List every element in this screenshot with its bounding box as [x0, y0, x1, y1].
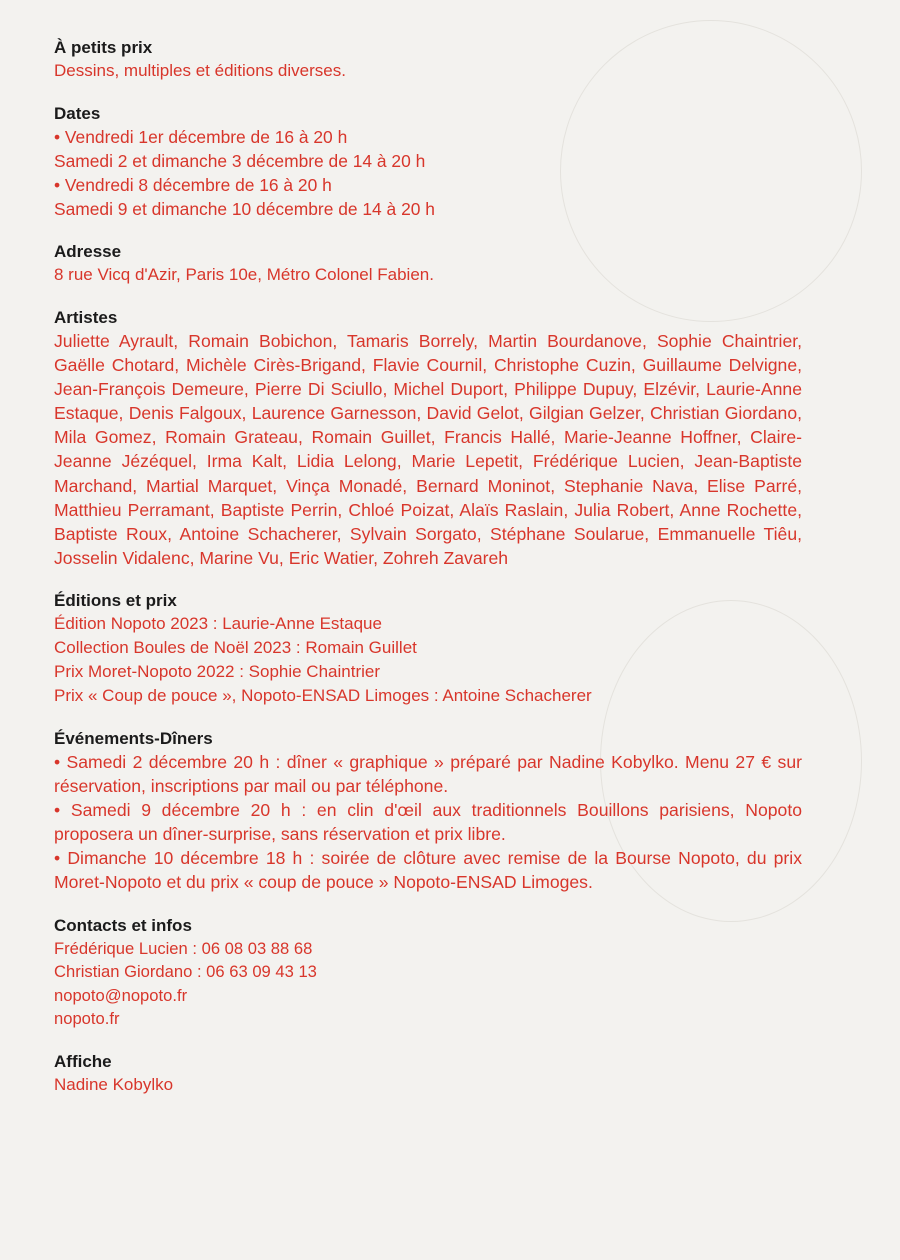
- section-editions: [54, 591, 802, 708]
- info-sheet: [54, 38, 802, 1118]
- section-heading: Événements-Dîners: [54, 728, 213, 748]
- section-heading: Artistes: [54, 308, 118, 327]
- section-heading: Éditions et prix: [54, 590, 177, 610]
- section-adresse: [54, 242, 802, 287]
- section-heading: Contacts et infos: [54, 915, 192, 935]
- section-contacts: [54, 916, 802, 1031]
- section-artistes: [54, 308, 802, 570]
- contact-line: Frédérique Lucien : 06 08 03 88 68: [54, 938, 313, 958]
- section-heading: Dates: [54, 104, 101, 123]
- edition-line: Collection Boules de Noël 2023 : Romain Guillet: [54, 637, 417, 657]
- section-affiche: [54, 1052, 802, 1097]
- edition-line: Édition Nopoto 2023 : Laurie-Anne Estaque: [54, 613, 382, 633]
- section-evenements: [54, 729, 802, 895]
- artists-list: Juliette Ayrault, Romain Bobichon, Tamaris Borrely, Martin Bourdanove, Sophie Chaintrier, Gaëlle Chotard, Michèle Cirès-Brigand, Flavie Cournil, Christophe Cuzin, Guillaume Delvigne, Jean-François Demeure, Pierre Di Sciullo, Michel Duport, Philippe Dupuy, Elzévir, Laurie-Anne Estaque, Denis Falgoux, Laurence Garnesson, David Gelot, Gilgian Gelzer, Christian Giordano, Mila Gomez, Romain Grateau, Romain Guillet, Francis Hallé, Marie-Jeanne Hoffner, Claire-Jeanne Jézéquel, Irma Kalt, Lidia Lelong, Marie Lepetit, Frédérique Lucien, Jean-Baptiste Marchand, Martial Marquet, Vinça Monadé, Bernard Moninot, Stephanie Nava, Elise Parré, Matthieu Perramant, Baptiste Perrin, Chloé Poizat, Alaïs Raslain, Julia Robert, Anne Rochette, Baptiste Roux, Antoine Schacherer, Sylvain Sorgato, Stéphane Soularue, Emmanuelle Tiêu, Josselin Vidalenc, Marine Vu, Eric Watier, Zohreh Zavareh: [54, 331, 802, 568]
- text-line: Dessins, multiples et éditions diverses.: [54, 61, 346, 80]
- section-heading: Affiche: [54, 1051, 112, 1071]
- event-paragraph: • Samedi 9 décembre 20 h : en clin d'œil aux traditionnels Bouillons parisiens, Nopoto proposera un dîner-surprise, sans réservation et prix libre.: [54, 800, 802, 845]
- contact-line: Christian Giordano : 06 63 09 43 13: [54, 962, 317, 981]
- section-heading: Adresse: [54, 242, 122, 261]
- date-line: Samedi 9 et dimanche 10 décembre de 14 à 20 h: [54, 199, 435, 219]
- contact-email: nopoto@nopoto.fr: [54, 985, 188, 1005]
- event-paragraph: • Samedi 2 décembre 20 h : dîner « graphique » préparé par Nadine Kobylko. Menu 27 € sur réservation, inscriptions par mail ou par téléphone.: [54, 751, 802, 797]
- date-line: • Vendredi 8 décembre de 16 à 20 h: [54, 175, 332, 195]
- text-line: Nadine Kobylko: [54, 1074, 174, 1094]
- address-line: 8 rue Vicq d'Azir, Paris 10e, Métro Colonel Fabien.: [54, 265, 434, 284]
- date-line: • Vendredi 1er décembre de 16 à 20 h: [54, 127, 348, 147]
- event-paragraph: • Dimanche 10 décembre 18 h : soirée de clôture avec remise de la Bourse Nopoto, du prix Moret-Nopoto et du prix « coup de pouce » Nopoto-ENSAD Limoges.: [54, 848, 802, 893]
- edition-line: Prix « Coup de pouce », Nopoto-ENSAD Limoges : Antoine Schacherer: [54, 685, 592, 705]
- section-heading: À petits prix: [54, 38, 153, 57]
- contact-website: nopoto.fr: [54, 1009, 120, 1028]
- date-line: Samedi 2 et dimanche 3 décembre de 14 à 20 h: [54, 151, 426, 171]
- section-petits-prix: [54, 38, 802, 83]
- section-dates: [54, 104, 802, 221]
- edition-line: Prix Moret-Nopoto 2022 : Sophie Chaintrier: [54, 661, 380, 681]
